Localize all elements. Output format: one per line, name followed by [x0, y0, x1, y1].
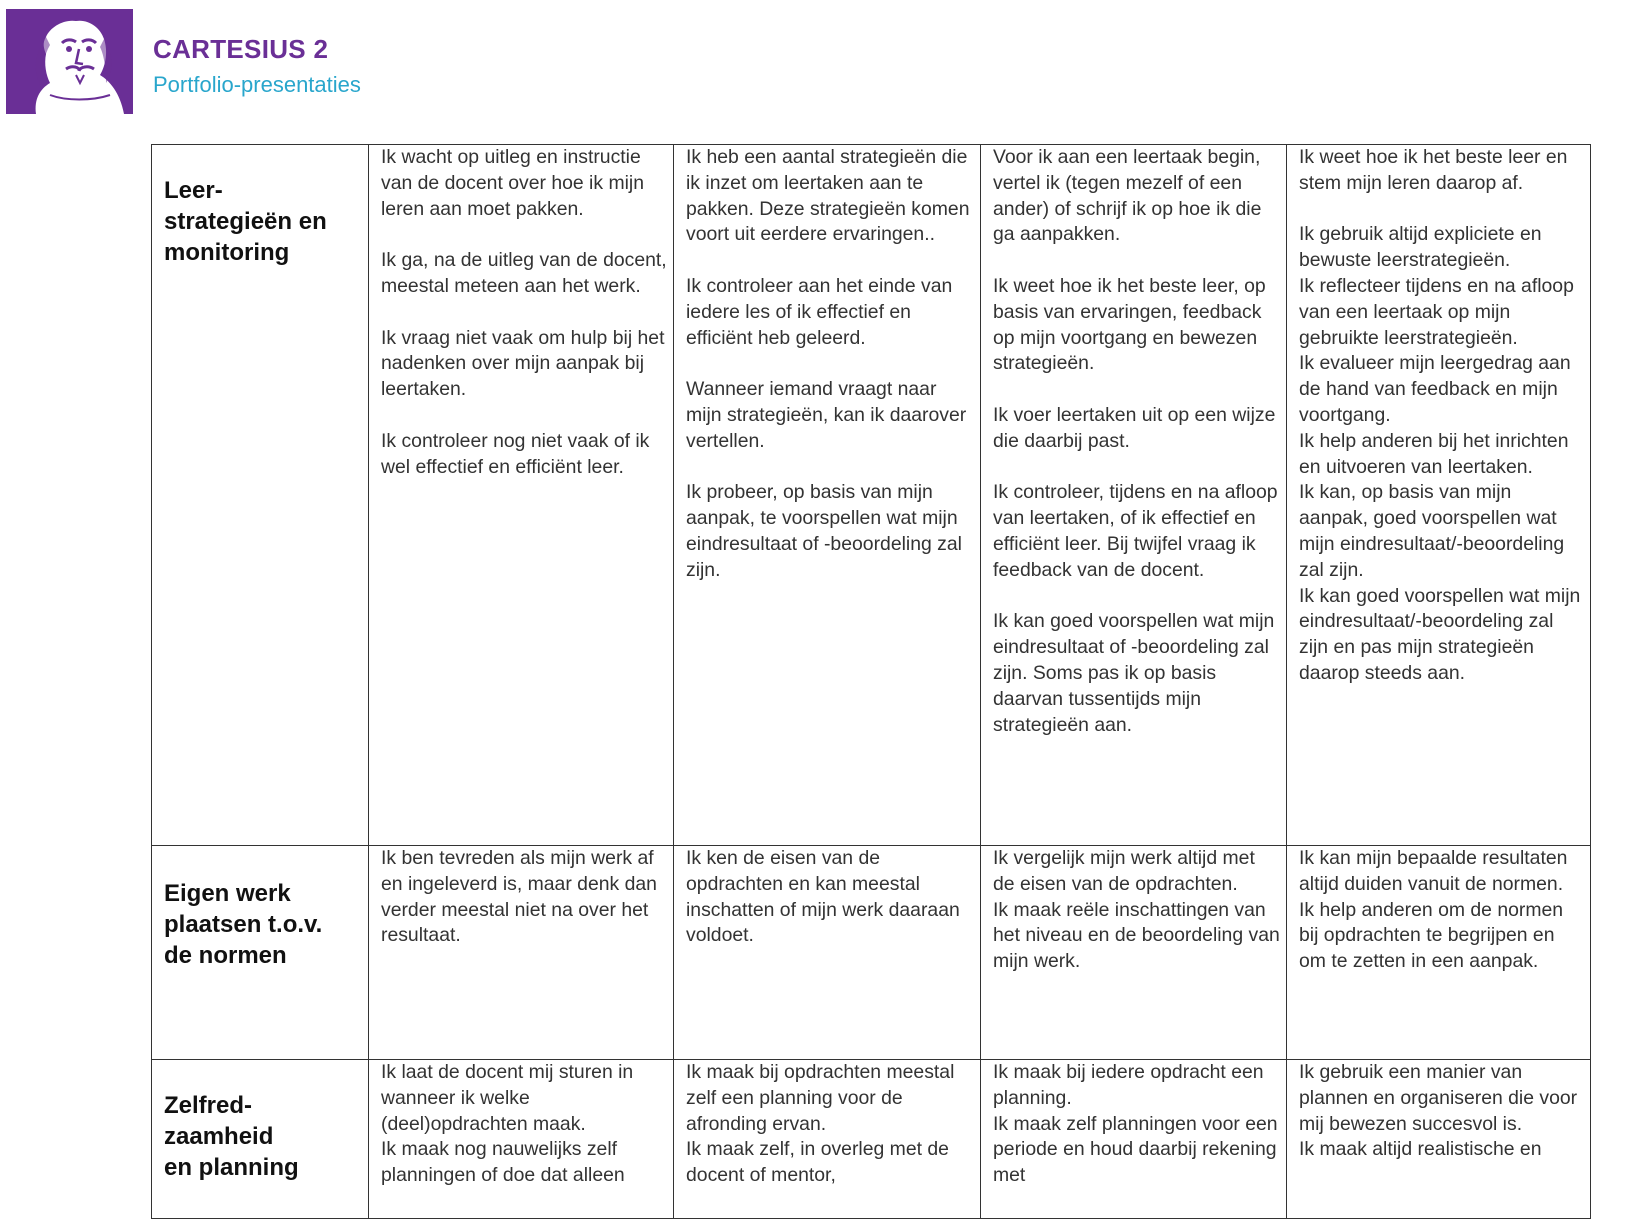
level-paragraph: Ik ben tevreden als mijn werk af en ingeleverd is, maar denk dan verder meestal niet na over het resultaat.: [381, 847, 657, 947]
level-cell: [1287, 846, 1591, 1060]
level-cell: [1287, 145, 1591, 846]
level-cell: [674, 1060, 981, 1219]
rubric-row: [152, 145, 1591, 846]
level-cell: [674, 145, 981, 846]
level-cell: [369, 846, 674, 1060]
level-paragraph: Ik ken de eisen van de opdrachten en kan meestal inschatten of mijn werk daaraan voldoet.: [686, 847, 960, 947]
level-cell: [981, 145, 1287, 846]
level-paragraph: Ik vergelijk mijn werk altijd met de eisen van de opdrachten. Ik maak reële inschattingen van het niveau en de beoordeling van mijn werk.: [993, 847, 1280, 973]
level-cell: [981, 1060, 1287, 1219]
rubric-row: [152, 846, 1591, 1060]
criterion-label: zaamheid: [164, 1123, 274, 1150]
level-paragraph: Ik ga, na de uitleg van de docent, meestal meteen aan het werk.: [381, 249, 667, 297]
level-paragraph: Ik vraag niet vaak om hulp bij het nadenken over mijn aanpak bij leertaken.: [381, 326, 665, 401]
rubric-table: [151, 144, 1591, 1219]
level-paragraph: Ik maak bij iedere opdracht een planning. Ik maak zelf planningen voor een periode en houd daarbij rekening met: [993, 1061, 1278, 1187]
level-cell: [1287, 1060, 1591, 1219]
level-paragraph: Wanneer iemand vraagt naar mijn strategieën, kan ik daarover vertellen.: [686, 378, 967, 452]
level-paragraph: Ik kan mijn bepaalde resultaten altijd duiden vanuit de normen. Ik help anderen om de normen bij opdrachten te begrijpen en om te zetten in een aanpak.: [1299, 847, 1568, 973]
criterion-label: Leer-: [164, 177, 223, 204]
criterion-label: plaatsen t.o.v.: [164, 911, 323, 938]
criterion-cell: [152, 846, 369, 1060]
criterion-label: Eigen werk: [164, 880, 291, 907]
level-paragraph: Voor ik aan een leertaak begin, vertel ik (tegen mezelf of een ander) of schrijf ik op hoe ik die ga aanpakken.: [993, 146, 1262, 246]
criterion-cell: [152, 145, 369, 846]
level-paragraph: Ik wacht op uitleg en instructie van de docent over hoe ik mijn leren aan moet pakken.: [381, 146, 645, 220]
level-paragraph: Ik maak bij opdrachten meestal zelf een planning voor de afronding ervan. Ik maak zelf, in overleg met de docent of mentor,: [686, 1061, 955, 1187]
brand-subtitle: Portfolio-presentaties: [153, 72, 361, 97]
criterion-label: strategieën en: [164, 208, 327, 235]
criterion-label: monitoring: [164, 239, 290, 266]
level-paragraph: Ik laat de docent mij sturen in wanneer ik welke (deel)opdrachten maak. Ik maak nog nauwelijks zelf planningen of doe dat alleen: [381, 1061, 634, 1187]
level-paragraph: Ik probeer, op basis van mijn aanpak, te voorspellen wat mijn eindresultaat of -beoordeling zal zijn.: [686, 481, 962, 581]
level-paragraph: Ik weet hoe ik het beste leer, op basis van ervaringen, feedback op mijn voortgang en bewezen strategieën.: [993, 274, 1266, 375]
criterion-label: en planning: [164, 1154, 299, 1181]
level-paragraph: Ik controleer nog niet vaak of ik wel effectief en efficiënt leer.: [381, 429, 650, 478]
level-paragraph: Ik controleer aan het einde van iedere les of ik effectief en efficiënt heb geleerd.: [686, 274, 953, 349]
level-paragraph: Ik gebruik een manier van plannen en organiseren die voor mij bewezen succesvol is. Ik maak altijd realistische en: [1299, 1061, 1578, 1161]
level-paragraph: Ik kan goed voorspellen wat mijn eindresultaat of -beoordeling zal zijn. Soms pas ik op basis daarvan tussentijds mijn strategieën aan.: [993, 610, 1275, 736]
brand-title: CARTESIUS 2: [153, 34, 329, 64]
level-paragraph: Ik gebruik altijd expliciete en bewuste leerstrategieën. Ik reflecteer tijdens en na afloop van een leertaak op mijn gebruikte leerstrategieën. Ik evalueer mijn leergedrag aan de hand van feedback en mijn voortgang. Ik help anderen bij het inrichten en uitvoeren van leertaken. Ik kan, op basis van mijn aanpak, goed voorspellen wat mijn eindresultaat/-beoordeling zal zijn. Ik kan goed voorspellen wat mijn eindresultaat/-beoordeling zal zijn en pas mijn strategieën daarop steeds aan.: [1299, 223, 1581, 684]
level-cell: [674, 846, 981, 1060]
descartes-portrait-logo-icon: [6, 9, 133, 114]
level-cell: [981, 846, 1287, 1060]
level-cell: [369, 1060, 674, 1219]
level-paragraph: Ik controleer, tijdens en na afloop van leertaken, of ik effectief en efficiënt leer. Bij twijfel vraag ik feedback van de docent.: [993, 481, 1278, 581]
level-paragraph: Ik voer leertaken uit op een wijze die daarbij past.: [993, 403, 1276, 452]
criterion-label: Zelfred-: [164, 1092, 253, 1119]
level-cell: [369, 145, 674, 846]
level-paragraph: Ik heb een aantal strategieën die ik inzet om leertaken aan te pakken. Deze strategieën komen voort uit eerdere ervaringen..: [686, 146, 970, 246]
level-paragraph: Ik weet hoe ik het beste leer en stem mijn leren daarop af.: [1299, 146, 1568, 194]
rubric-row: [152, 1060, 1591, 1219]
criterion-cell: [152, 1060, 369, 1219]
cartesius-logo: [6, 9, 133, 114]
criterion-label: de normen: [164, 942, 287, 969]
